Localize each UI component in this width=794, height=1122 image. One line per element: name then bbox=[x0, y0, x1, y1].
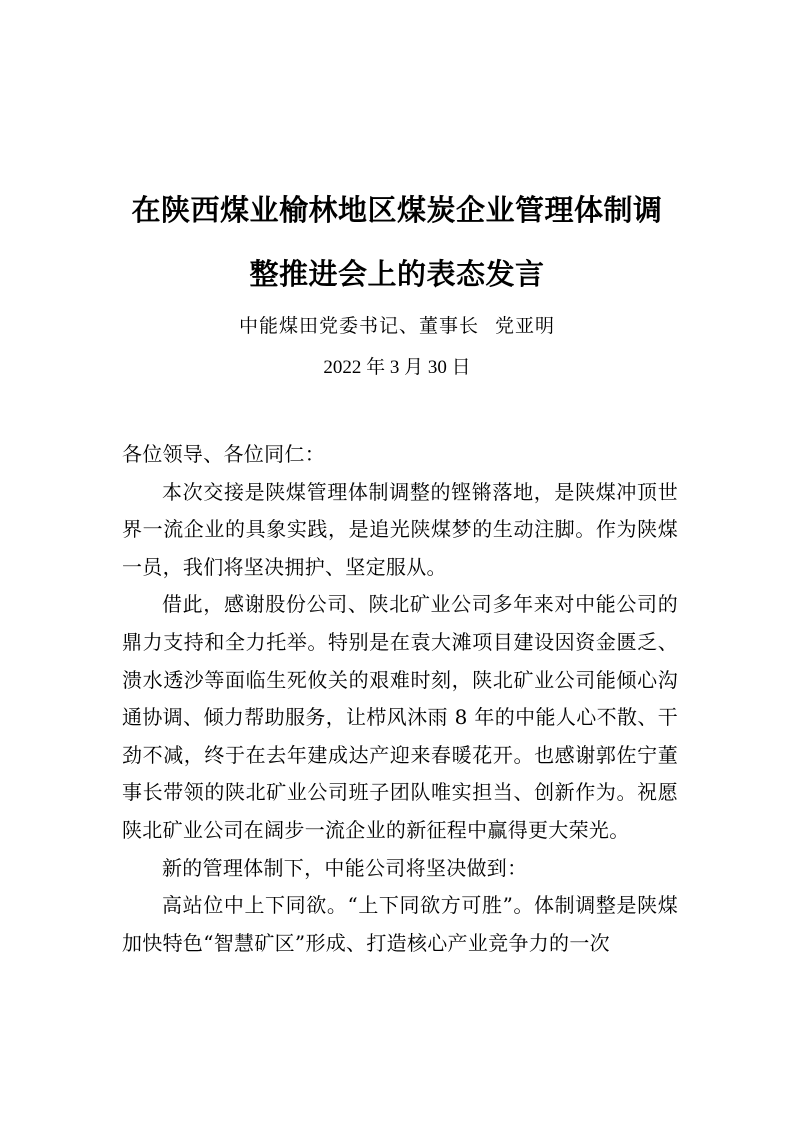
document-title-line-2: 整推进会上的表态发言 bbox=[249, 257, 545, 291]
document-body bbox=[122, 436, 678, 962]
salutation: 各位领导、各位同仁： bbox=[122, 442, 325, 466]
paragraph-4: 高站位中上下同欲。“上下同欲方可胜”。体制调整是陕煤加快特色“智慧矿区”形成、打造核心产业竞争力的一次 bbox=[122, 893, 678, 955]
document-date: 2022 年 3 月 30 日 bbox=[323, 357, 471, 378]
author-line bbox=[0, 311, 794, 338]
paragraph-3: 新的管理体制下，中能公司将坚决做到： bbox=[162, 855, 528, 880]
author-role: 中能煤田党委书记、董事长 bbox=[238, 315, 479, 337]
paragraph-2: 借此，感谢股份公司、陕北矿业公司多年来对中能公司的鼎力支持和全力托举。特别是在袁大滩项目建设因资金匮乏、溃水透沙等面临生死攸关的艰难时刻，陕北矿业公司能倾心沟通协调、倾力帮助服务，让栉风沐雨 8 年的中能人心不散、干劲不减，终于在去年建成达产迎来春暖花开。也感谢郭佐宁董事长带领的陕北矿业公司班子团队唯实担当、创新作为。祝愿陕北矿业公司在阔步一流企业的新征程中赢得更大荣光。 bbox=[122, 592, 678, 842]
author-name: 党亚明 bbox=[495, 315, 556, 337]
document-title-line-1: 在陕西煤业榆林地区煤炭企业管理体制调 bbox=[131, 193, 663, 227]
paragraph-1: 本次交接是陕煤管理体制调整的铿锵落地，是陕煤冲顶世界一流企业的具象实践，是追光陕煤梦的生动注脚。作为陕煤一员，我们将坚决拥护、坚定服从。 bbox=[122, 479, 678, 579]
